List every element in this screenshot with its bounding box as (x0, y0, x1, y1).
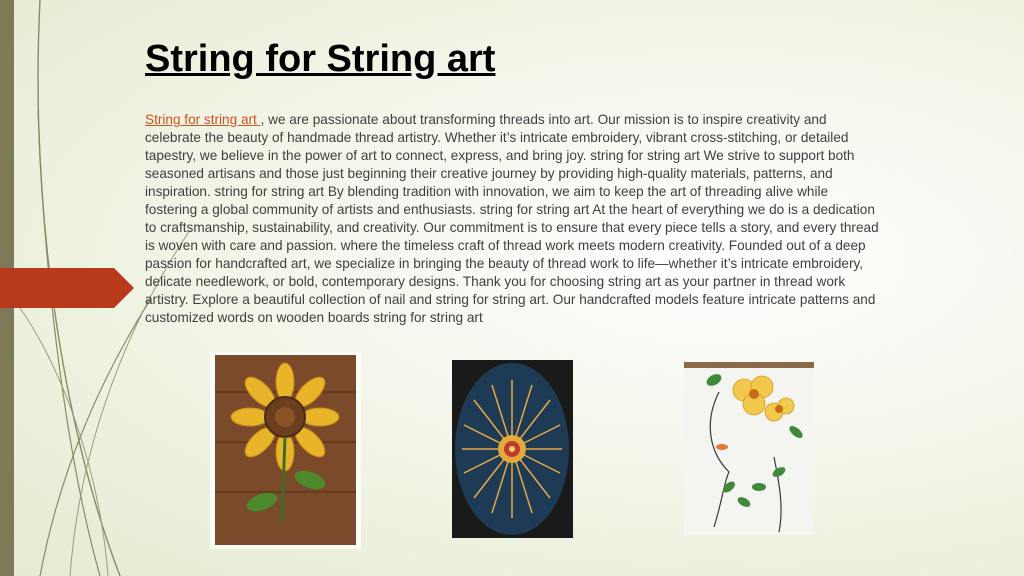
arrow-shape (0, 268, 134, 308)
string-art-link[interactable]: String for string art (145, 112, 261, 127)
floral-face-string-art-image (684, 362, 814, 535)
sunflower-string-art-image (210, 352, 361, 549)
slide-title: String for String art (145, 38, 496, 80)
body-paragraph (145, 111, 880, 327)
body-text: , we are passionate about transforming threads into art. Our mission is to inspire creativity and celebrate the beauty of handmade thread artistry. Whether it’s intricate embroidery, vibrant cross-stitching, or detailed tapestry, we believe in the power of art to connect, express, and bring joy. string for string art We strive to support both seasoned artisans and those just beginning their creative journey by providing high-quality materials, patterns, and inspiration. string for string art By blending tradition with innovation, we aim to keep the art of threading alive while fostering a global community of artists and enthusiasts. string for string art At the heart of everything we do is a dedication to craftsmanship, sustainability, and creativity. Our commitment is to ensure that every piece tells a story, and every thread is woven with care and passion. where the timeless craft of thread work meets modern creativity. Founded out of a deep passion for handcrafted art, we specialize in bringing the beauty of thread work to life—whether it’s intricate embroidery, delicate needlework, or bold, contemporary designs. Thank you for choosing string art as your partner in thread work artistry. Explore a beautiful collection of nail and string for string art. Our handcrafted models feature intricate patterns and customized words on wooden boards string for string art (145, 112, 879, 325)
sunburst-string-art-image (452, 360, 573, 538)
